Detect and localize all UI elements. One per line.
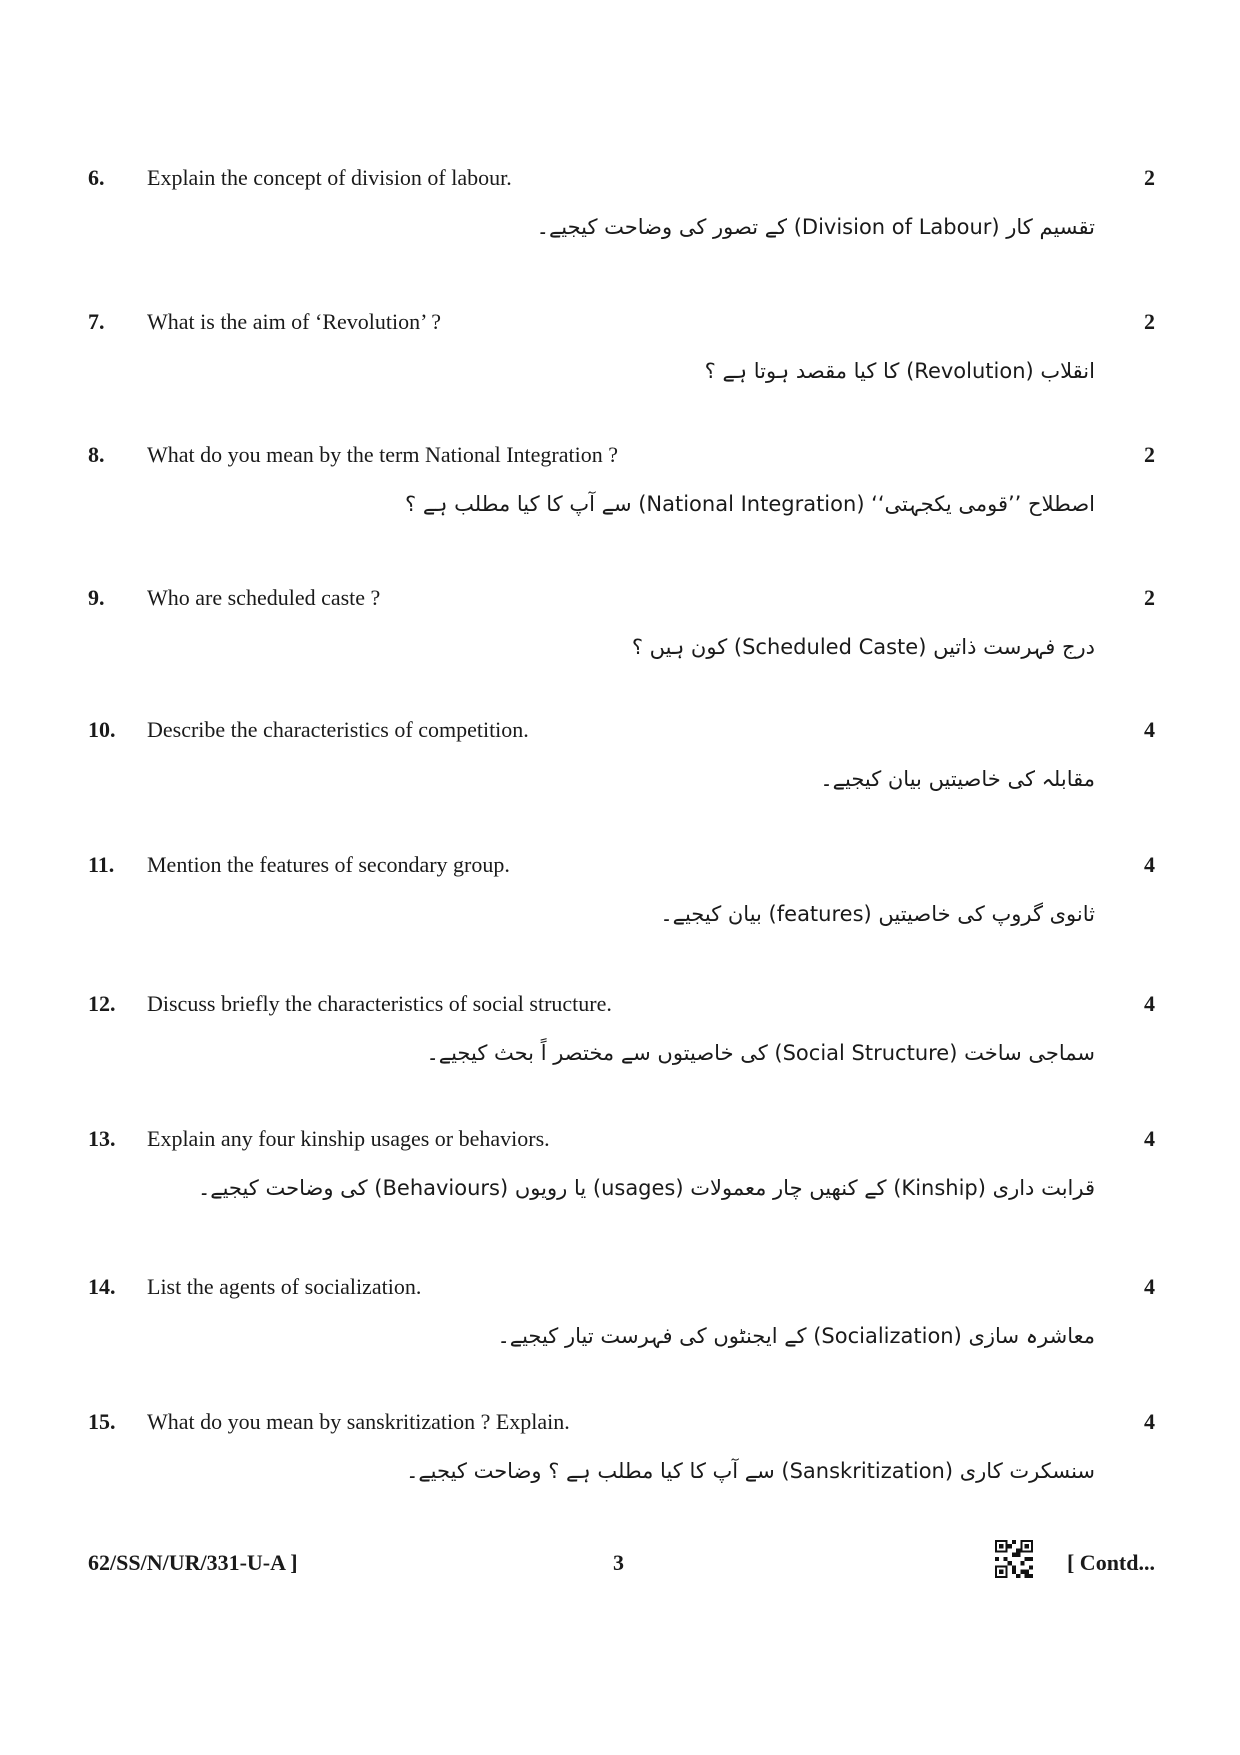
question-marks: 2: [1144, 585, 1155, 610]
question-text-english: Describe the characteristics of competition.: [147, 717, 529, 742]
question-text-english: Who are scheduled caste ?: [147, 585, 381, 610]
question-text-urdu: ثانوی گروپ کی خاصیتیں (features) بیان کیجیے۔: [660, 902, 1095, 926]
question-text-english: Mention the features of secondary group.: [147, 852, 510, 877]
continued-label: [ Contd...: [1066, 1550, 1155, 1575]
question-text-urdu: سنسکرت کاری (Sanskritization) سے آپ کا کیا مطلب ہے ؟ وضاحت کیجیے۔: [406, 1459, 1095, 1483]
question-number: 9.: [88, 585, 105, 610]
question-number: 12.: [88, 991, 116, 1016]
question-marks: 2: [1144, 442, 1155, 467]
question-text-english: Discuss briefly the characteristics of social structure.: [147, 991, 612, 1016]
question-marks: 4: [1144, 717, 1155, 742]
question-marks: 2: [1144, 165, 1155, 190]
question-text-english: What is the aim of ‘Revolution’ ?: [147, 309, 442, 334]
question-text-english: What do you mean by the term National Integration ?: [147, 442, 619, 467]
question-text-urdu: مقابلہ کی خاصیتیں بیان کیجیے۔: [820, 767, 1095, 791]
question-number: 10.: [88, 717, 116, 742]
question-text-english: List the agents of socialization.: [147, 1274, 422, 1299]
page-number: 3: [613, 1550, 624, 1575]
question-text-urdu: معاشرہ سازی (Socialization) کے ایجنٹوں کی فہرست تیار کیجیے۔: [497, 1324, 1095, 1348]
question-text-urdu: درج فہرست ذاتیں (Scheduled Caste) کون ہیں ؟: [631, 635, 1095, 659]
question-number: 15.: [88, 1409, 116, 1434]
question-text-english: Explain the concept of division of labour.: [147, 165, 512, 190]
question-text-english: Explain any four kinship usages or behaviors.: [147, 1126, 550, 1151]
question-number: 13.: [88, 1126, 116, 1151]
question-text-urdu: اصطلاح ’’قومی یکجہتی‘‘ (National Integration) سے آپ کا کیا مطلب ہے ؟: [405, 492, 1095, 516]
question-text-urdu: سماجی ساخت (Social Structure) کی خاصیتوں سے مختصر اً بحث کیجیے۔: [426, 1041, 1095, 1065]
question-text-urdu: انقلاب (Revolution) کا کیا مقصد ہوتا ہے ؟: [704, 359, 1095, 383]
qr-code-icon: [995, 1540, 1033, 1578]
question-marks: 2: [1144, 309, 1155, 334]
question-marks: 4: [1144, 991, 1155, 1016]
question-number: 14.: [88, 1274, 116, 1299]
question-marks: 4: [1144, 852, 1155, 877]
question-text-urdu: تقسیم کار (Division of Labour) کے تصور کی وضاحت کیجیے۔: [536, 215, 1095, 239]
question-marks: 4: [1144, 1274, 1155, 1299]
question-number: 7.: [88, 309, 105, 334]
question-number: 6.: [88, 165, 105, 190]
question-number: 11.: [88, 852, 115, 877]
question-text-urdu: قرابت داری (Kinship) کے کنھیں چار معمولات (usages) یا رویوں (Behaviours) کی وضاحت کیجیے۔: [197, 1176, 1095, 1200]
question-text-english: What do you mean by sanskritization ? Explain.: [147, 1409, 570, 1434]
paper-code: 62/SS/N/UR/331-U-A ]: [88, 1550, 298, 1575]
question-marks: 4: [1144, 1409, 1155, 1434]
question-marks: 4: [1144, 1126, 1155, 1151]
question-number: 8.: [88, 442, 105, 467]
